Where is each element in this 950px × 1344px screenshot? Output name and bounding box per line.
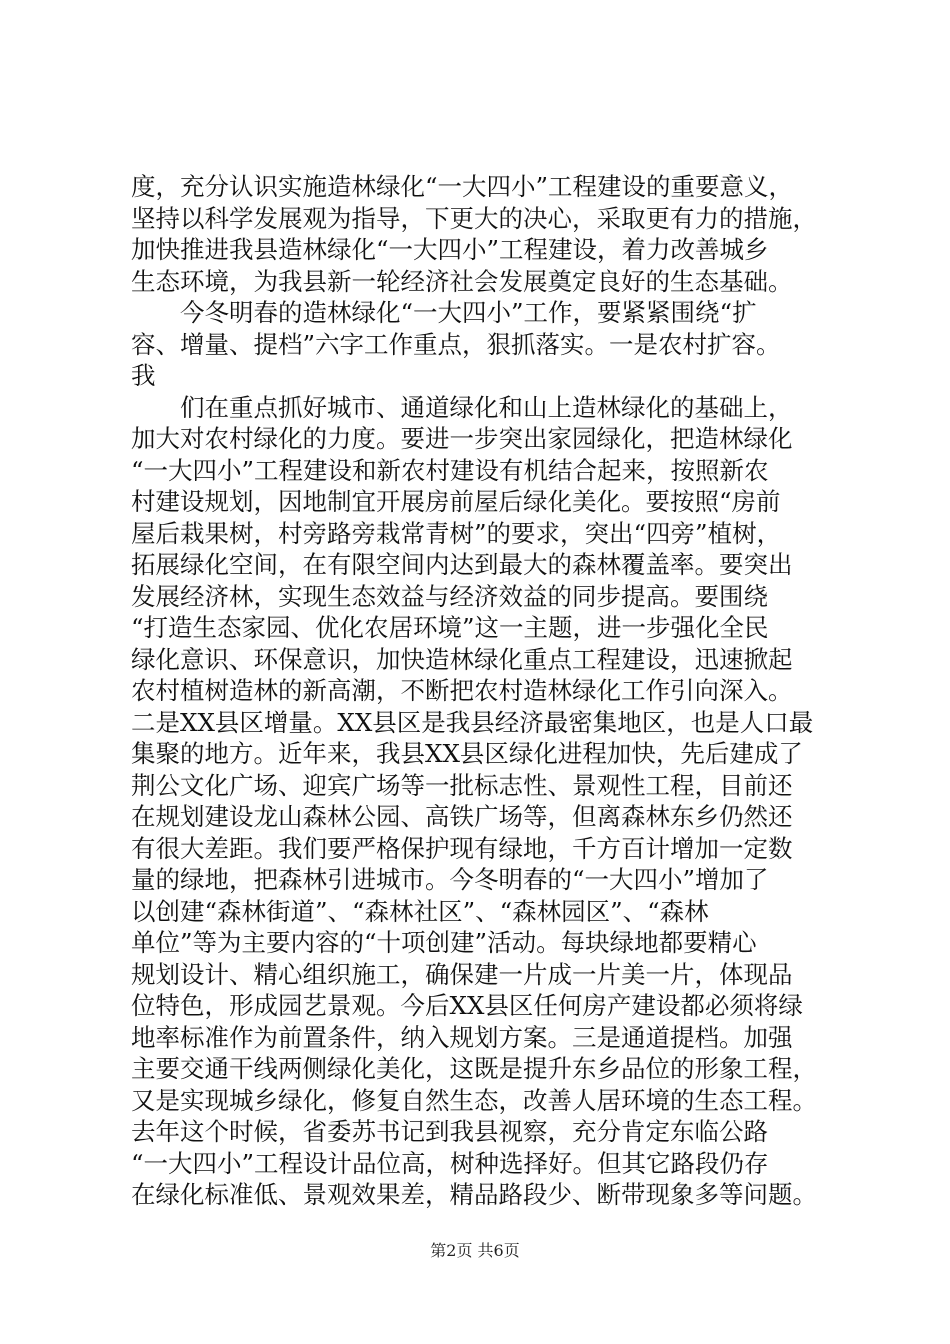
text-line: 主要交通干线两侧绿化美化，这既是提升东乡品位的形象工程，: [131, 1054, 817, 1083]
text-line: 村建设规划，因地制宜开展房前屋后绿化美化。要按照“房前: [131, 487, 781, 516]
text-line: 绿化意识、环保意识，加快造林绿化重点工程建设，迅速掀起: [131, 644, 793, 674]
text-line: 又是实现城乡绿化，修复自然生态，改善人居环境的生态工程。: [131, 1085, 817, 1115]
text-line: 加快推进我县造林绿化“一大四小”工程建设，着力改善城乡: [131, 235, 769, 264]
text-line: 度，充分认识实施造林绿化“一大四小”工程建设的重要意义，: [131, 172, 794, 201]
text-line: 位特色，形成园艺景观。今后XX县区任何房产建设都必须将绿: [131, 991, 803, 1020]
text-line: 地率标准作为前置条件，纳入规划方案。三是通道提档。加强: [131, 1022, 793, 1052]
text-line: 拓展绿化空间，在有限空间内达到最大的森林覆盖率。要突出: [131, 550, 793, 579]
text-line: 在绿化标准低、景观效果差，精品路段少、断带现象多等问题。: [131, 1180, 817, 1209]
text-line: 荆公文化广场、迎宾广场等一批标志性、景观性工程，目前还: [131, 770, 793, 800]
text-line: 我: [131, 361, 156, 390]
text-line: 二是XX县区增量。XX县区是我县经济最密集地区，也是人口最: [131, 707, 814, 737]
text-line: 们在重点抓好城市、通道绿化和山上造林绿化的基础上，: [131, 392, 793, 422]
text-line: 以创建“森林街道”、“森林社区”、“森林园区”、“森林: [131, 896, 709, 926]
text-line: “打造生态家园、优化农居环境”这一主题，进一步强化全民: [131, 613, 769, 642]
text-line: 量的绿地，把森林引进城市。今冬明春的“一大四小”增加了: [131, 865, 769, 894]
text-line: 屋后栽果树，村旁路旁栽常青树”的要求，突出“四旁”植树，: [131, 518, 782, 548]
text-line: 加大对农村绿化的力度。要进一步突出家园绿化，把造林绿化: [131, 424, 793, 453]
text-line: 容、增量、提档”六字工作重点，狠抓落实。一是农村扩容。: [131, 329, 781, 359]
text-line: 规划设计、精心组织施工，确保建一片成一片美一片，体现品: [131, 959, 793, 989]
text-line: 发展经济林，实现生态效益与经济效益的同步提高。要围绕: [131, 581, 768, 611]
text-line: “一大四小”工程设计品位高，树种选择好。但其它路段仍存: [131, 1148, 769, 1178]
text-line: 今冬明春的造林绿化“一大四小”工作，要紧紧围绕“扩: [131, 298, 757, 327]
text-line: 去年这个时候，省委苏书记到我县视察，充分肯定东临公路: [131, 1117, 768, 1146]
text-line: 有很大差距。我们要严格保护现有绿地，千方百计增加一定数: [131, 833, 793, 863]
text-line: “一大四小”工程建设和新农村建设有机结合起来，按照新农: [131, 455, 769, 485]
text-line: 单位”等为主要内容的“十项创建”活动。每块绿地都要精心: [131, 928, 757, 957]
body-text: [131, 171, 831, 1211]
text-line: 集聚的地方。近年来，我县XX县区绿化进程加快，先后建成了: [131, 739, 803, 768]
text-line: 在规划建设龙山森林公园、高铁广场等，但离森林东乡仍然还: [131, 802, 793, 831]
text-line: 农村植树造林的新高潮，不断把农村造林绿化工作引向深入。: [131, 676, 793, 705]
text-line: 生态环境，为我县新一轮经济社会发展奠定良好的生态基础。: [131, 266, 793, 296]
page-footer: 第2页 共6页: [430, 1241, 520, 1260]
text-line: 坚持以科学发展观为指导，下更大的决心，采取更有力的措施，: [131, 203, 817, 233]
